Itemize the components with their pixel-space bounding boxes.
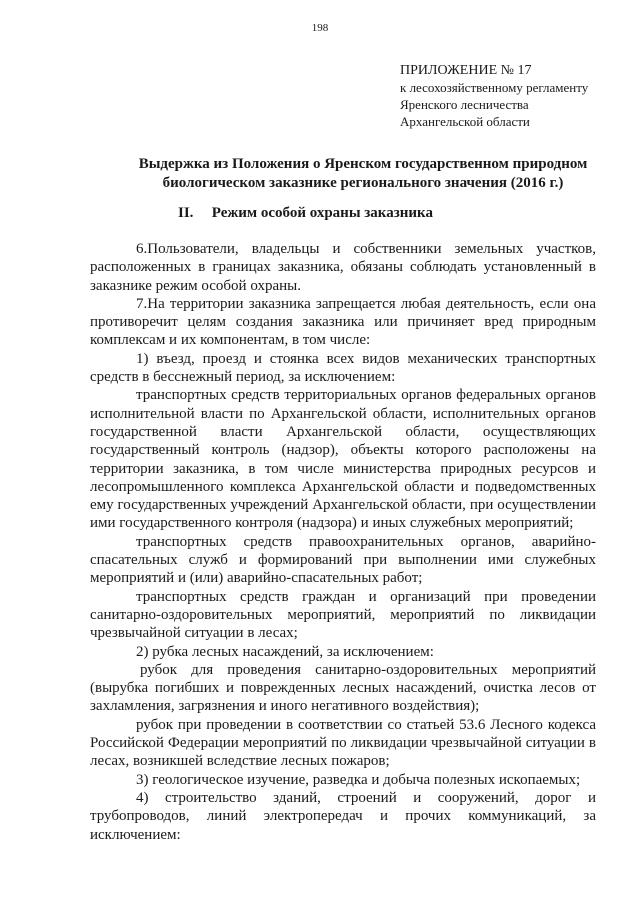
appendix-number: ПРИЛОЖЕНИЕ № 17 (400, 63, 532, 78)
paragraph: 7.На территории заказника запрещается любая деятельность, если она противоречит целям создания заказника или причиняет вред природным комплексам и их компонентам, в том числе: (90, 295, 596, 349)
paragraph: 6.Пользователи, владельцы и собственники земельных участков, расположенных в границах заказника, обязаны соблюдать установленный в заказнике режим особой охраны. (90, 241, 596, 294)
paragraph: транспортных средств правоохранительных органов, аварийно-спасательных служб и формирований при выполнении ими служебных мероприятий и (или) аварийно-спасательных работ; (90, 533, 596, 587)
paragraph: 1) въезд, проезд и стоянка всех видов механических транспортных средств в бесснежный период, за исключением: (90, 350, 596, 386)
appendix-region: Архангельской области (400, 114, 530, 129)
paragraph: 3) геологическое изучение, разведка и добыча полезных ископаемых; (136, 771, 581, 788)
section-title: Режим особой охраны заказника (211, 205, 433, 221)
appendix-block (400, 62, 588, 130)
section-number: II. (178, 205, 194, 221)
paragraph: транспортных средств территориальных органов федеральных органов исполнительной власти по Архангельской области, исполнительных органов государственной власти Архангельской области, осуществляющих государственный контроль (надзор), объекты которого расположены на территории заказника, в том числе министерства природных ресурсов и лесопромышленного комплекса Архангельской области и подведомственных ему государственных учреждений Архангельской области, при осуществлении ими государственного контроля (надзора) и иных служебных мероприятий; (90, 387, 596, 532)
page-number: 198 (311, 22, 329, 34)
paragraph: 2) рубка лесных насаждений, за исключением: (136, 643, 434, 660)
section-heading (178, 205, 433, 222)
paragraph: 4) строительство зданий, строений и сооружений, дорог и трубопроводов, линий электропередач и прочих коммуникаций, за исключением: (90, 789, 596, 843)
paragraph: транспортных средств граждан и организаций при проведении санитарно-оздоровительных мероприятий, мероприятий по ликвидации чрезвычайной ситуации в лесах; (90, 588, 596, 642)
document-title: Выдержка из Положения о Яренском государственном природном биологическом заказнике регионального значения (2016 г.) (138, 156, 588, 191)
appendix-regulation: к лесохозяйственному регламенту (400, 80, 589, 95)
appendix-forestry: Яренского лесничества (400, 97, 529, 112)
paragraph: рубок при проведении в соответствии со статьей 53.6 Лесного кодекса Российской Федерации мероприятий по ликвидации чрезвычайной ситуации в лесах, возникшей вследствие лесных пожаров; (90, 716, 596, 770)
document-body (90, 240, 596, 844)
paragraph: рубок для проведения санитарно-оздоровительных мероприятий (вырубка погибших и поврежденных лесных насаждений, очистка лесов от захламления, загрязнения и иного негативного воздействия); (90, 661, 596, 715)
